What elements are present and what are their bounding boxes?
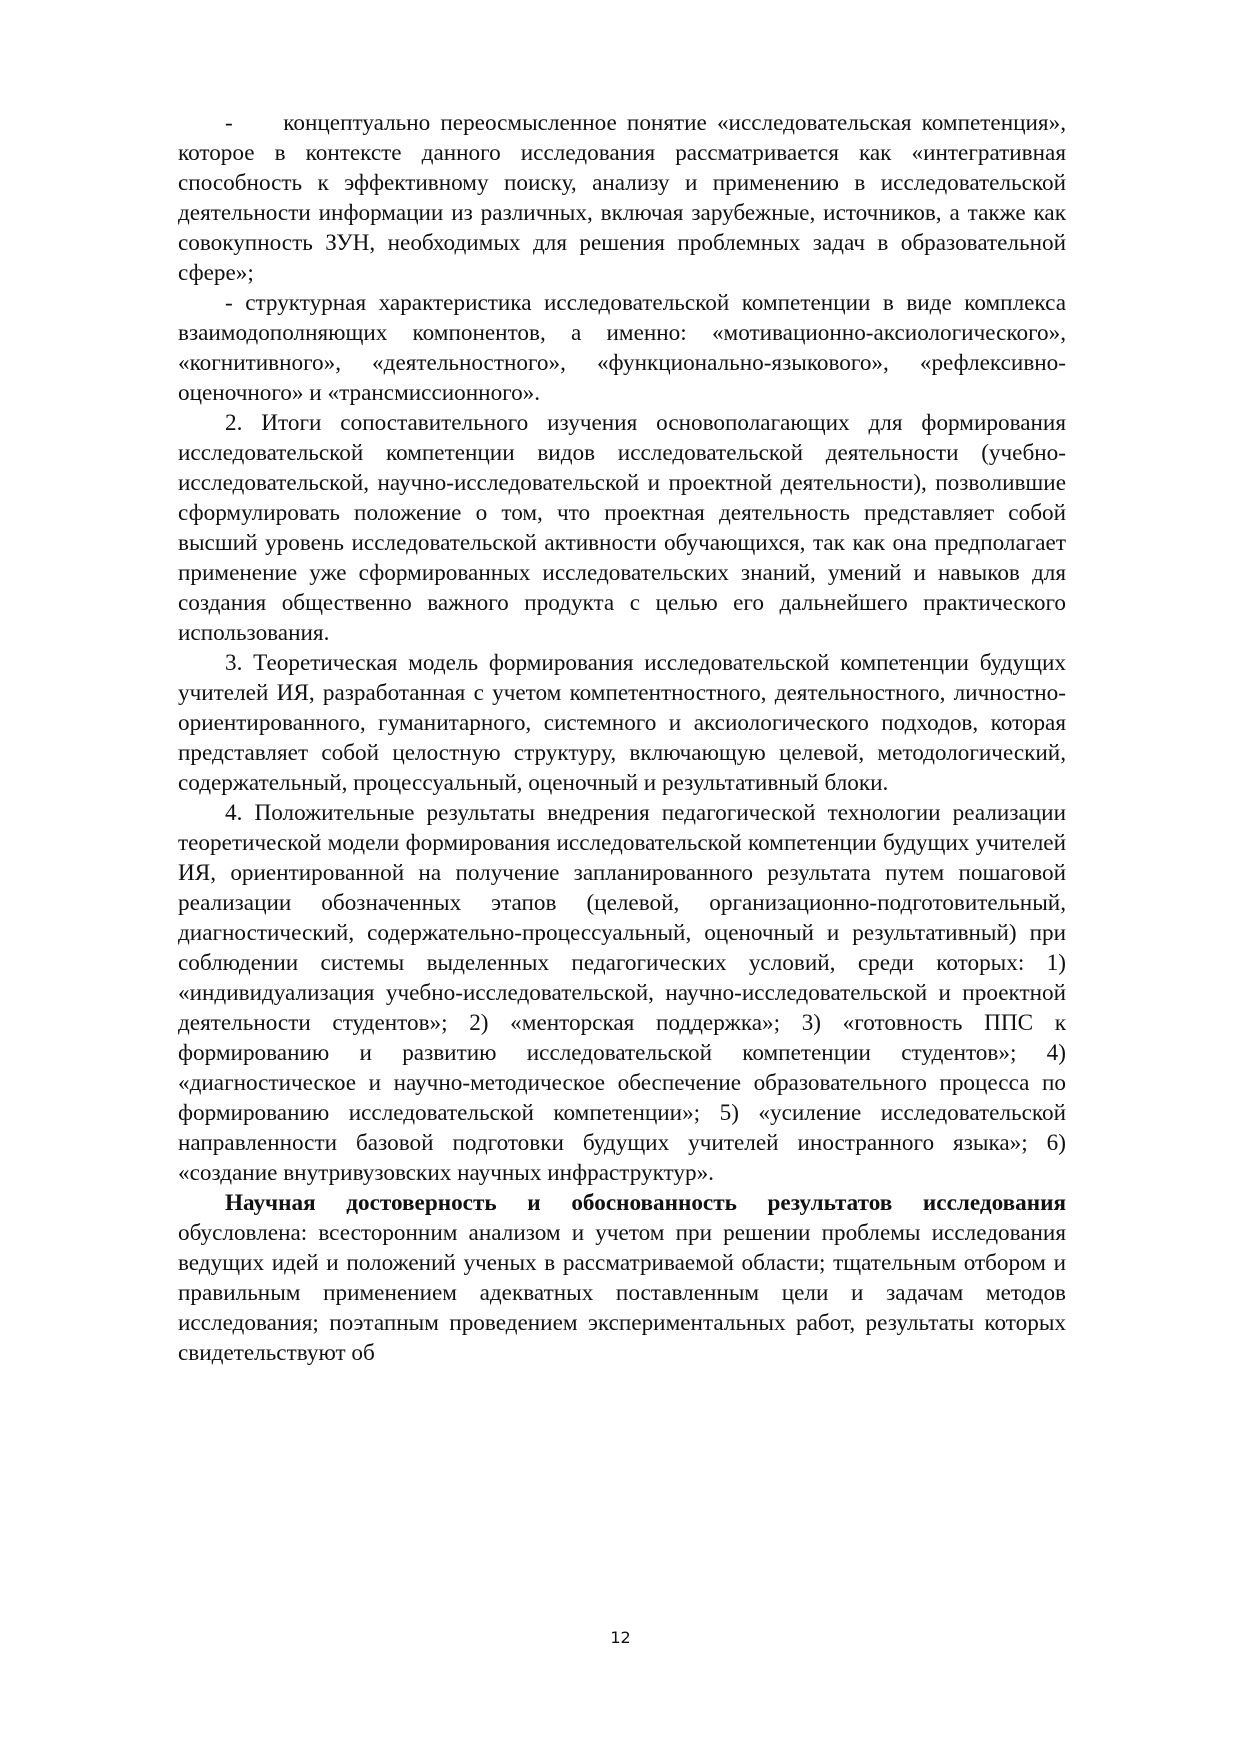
- paragraph-structural-characteristic: - структурная характеристика исследовательской компетенции в виде комплекса взаимодополняющих компонентов, а именно: «мотивационно-аксиологического», «когнитивного», «деятельностного», «функционально-языкового», «рефлексивно-оценочного» и «трансмиссионного».: [178, 290, 1066, 406]
- document-page: [178, 108, 1066, 1368]
- paragraph-concept-definition: - концептуально переосмысленное понятие «исследовательская компетенция», которое в контексте данного исследования рассматривается как «интегративная способность к эффективному поиску, анализу и применению в исследовательской деятельности информации из различных, включая зарубежные, источников, а также как совокупность ЗУН, необходимых для решения проблемных задач в образовательной сфере»;: [178, 110, 1066, 286]
- paragraph-item-3: 3. Теоретическая модель формирования исследовательской компетенции будущих учителей ИЯ, разработанная с учетом компетентностного, деятельностного, личностно-ориентированного, гуманитарного, системного и аксиологического подходов, которая представляет собой целостную структуру, включающую целевой, методологический, содержательный, процессуальный, оценочный и результативный блоки.: [178, 650, 1066, 796]
- reliability-text: обусловлена: всесторонним анализом и учетом при решении проблемы исследования ведущих идей и положений ученых в рассматриваемой области; тщательным отбором и правильным применением адекватных поставленным цели и задачам методов исследования; поэтапным проведением экспериментальных работ, результаты которых свидетельствуют об: [178, 1220, 1066, 1366]
- paragraph-item-4: 4. Положительные результаты внедрения педагогической технологии реализации теоретической модели формирования исследовательской компетенции будущих учителей ИЯ, ориентированной на получение запланированного результата путем пошаговой реализации обозначенных этапов (целевой, организационно-подготовительный, диагностический, содержательно-процессуальный, оценочный и результативный) при соблюдении системы выделенных педагогических условий, среди которых: 1) «индивидуализация учебно-исследовательской, научно-исследовательской и проектной деятельности студентов»; 2) «менторская поддержка»; 3) «готовность ППС к формированию и развитию исследовательской компетенции студентов»; 4) «диагностическое и научно-методическое обеспечение образовательного процесса по формированию исследовательской компетенции»; 5) «усиление исследовательской направленности базовой подготовки будущих учителей иностранного языка»; 6) «создание внутривузовских научных инфраструктур».: [178, 800, 1066, 1186]
- reliability-heading: Научная достоверность и обоснованность результатов исследования: [225, 1190, 1066, 1216]
- paragraph-reliability: [178, 1188, 1066, 1368]
- paragraph-item-2: 2. Итоги сопоставительного изучения основополагающих для формирования исследовательской компетенции видов исследовательской деятельности (учебно-исследовательской, научно-исследовательской и проектной деятельности), позволившие сформулировать положение о том, что проектная деятельность представляет собой высший уровень исследовательской активности обучающихся, так как она предполагает применение уже сформированных исследовательских знаний, умений и навыков для создания общественно важного продукта с целью его дальнейшего практического использования.: [178, 410, 1066, 646]
- page-number: 12: [610, 1628, 631, 1647]
